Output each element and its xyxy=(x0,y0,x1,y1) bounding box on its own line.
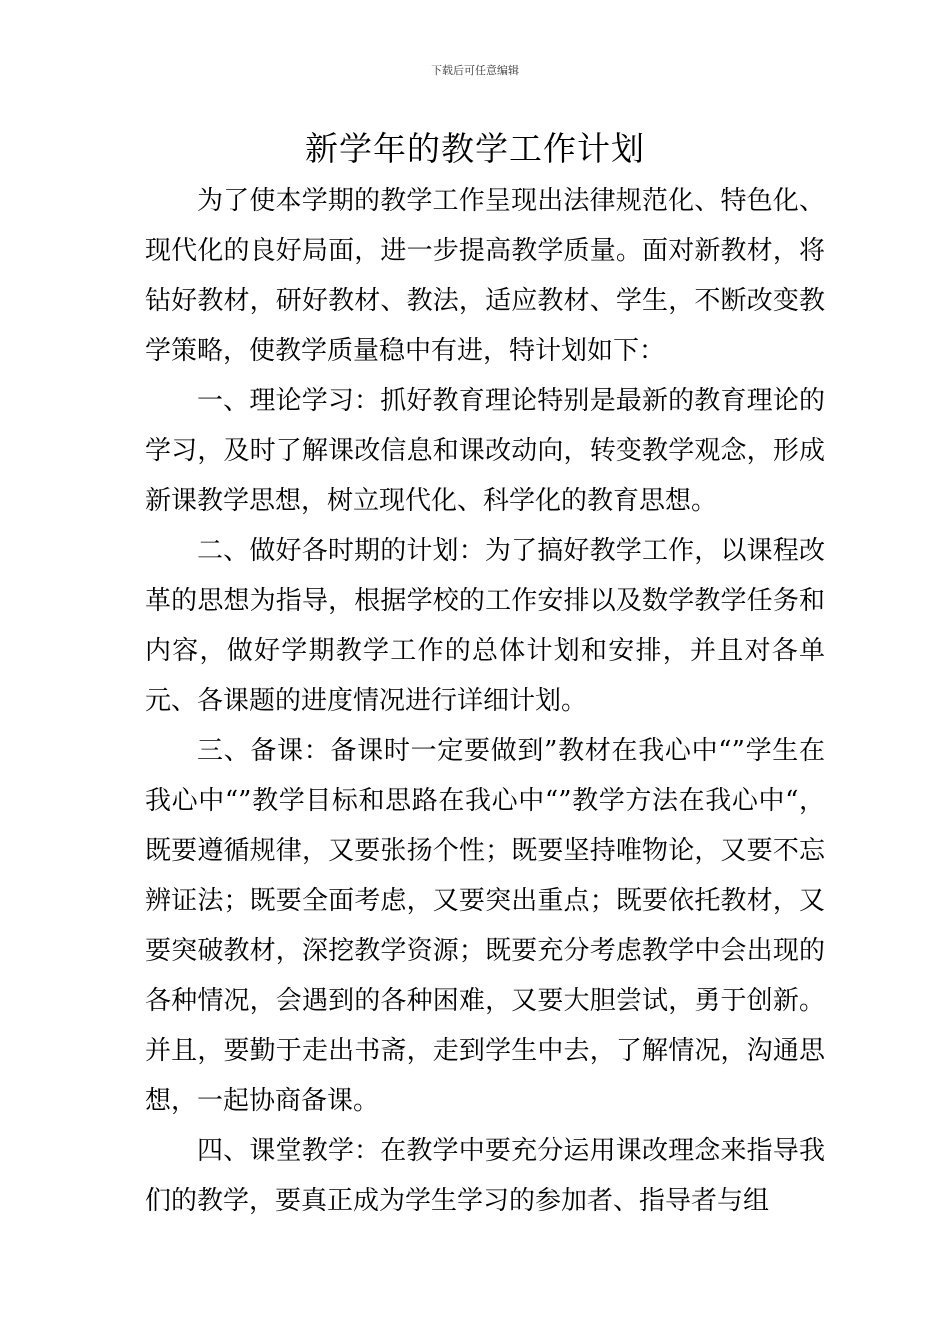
paragraph-lesson-prep: 三、备课：备课时一定要做到”教材在我心中“”学生在我心中“”教学目标和思路在我心中“”教学方法在我心中“，既要遵循规律，又要张扬个性；既要坚持唯物论，又要不忘辨证法；既要全面考虑，又要突出重点；既要依托教材，又要突破教材，深挖教学资源；既要充分考虑教学中会出现的各种情况，会遇到的各种困难，又要大胆尝试，勇于创新。并且，要勤于走出书斋，走到学生中去，了解情况，沟通思想，一起协商备课。 xyxy=(145,736,825,1116)
paragraph-planning: 二、做好各时期的计划：为了搞好教学工作，以课程改革的思想为指导，根据学校的工作安排以及数学教学任务和内容，做好学期教学工作的总体计划和安排，并且对各单元、各课题的进度情况进行详细计划。 xyxy=(145,536,825,716)
document-body xyxy=(145,176,825,1226)
header-note: 下载后可任意编辑 xyxy=(431,64,519,77)
document-title: 新学年的教学工作计划 xyxy=(305,129,645,168)
paragraph-classroom-teaching: 四、课堂教学：在教学中要充分运用课改理念来指导我们的教学，要真正成为学生学习的参加者、指导者与组 xyxy=(145,1136,825,1216)
paragraph-intro: 为了使本学期的教学工作呈现出法律规范化、特色化、现代化的良好局面，进一步提高教学质量。面对新教材，将钻好教材，研好教材、教法，适应教材、学生，不断改变教学策略，使教学质量稳中有进，特计划如下： xyxy=(145,186,825,366)
paragraph-theory-study: 一、理论学习：抓好教育理论特别是最新的教育理论的学习，及时了解课改信息和课改动向，转变教学观念，形成新课教学思想，树立现代化、科学化的教育思想。 xyxy=(145,386,825,516)
